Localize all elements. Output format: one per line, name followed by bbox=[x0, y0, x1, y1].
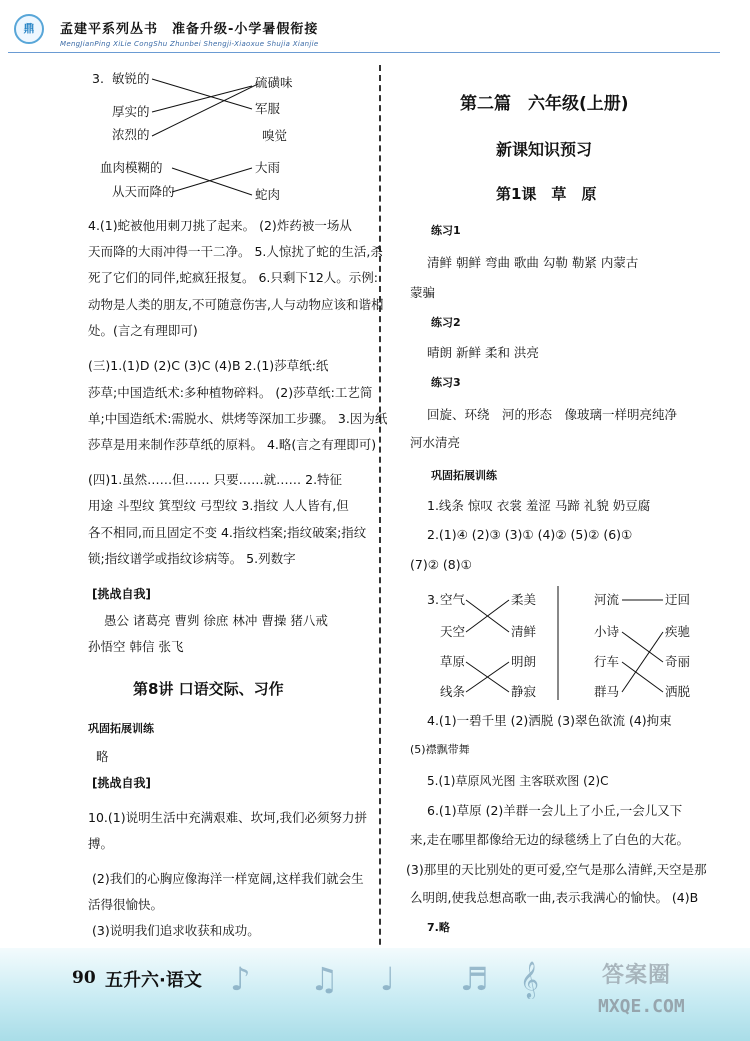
answer-line: 蒙骗 bbox=[410, 285, 436, 300]
answer-line: 4.(1)一碧千里 (2)洒脱 (3)翠色欲流 (4)拘束 bbox=[427, 713, 672, 728]
exercise-heading: 练习3 bbox=[431, 376, 461, 389]
answer-line: 死了它们的同伴,蛇疯狂报复。 6.只剩下12人。示例: bbox=[88, 270, 378, 285]
answer-line: 搏。 bbox=[88, 836, 114, 851]
answer-line: 来,走在哪里都像给无边的绿毯绣上了白色的大花。 bbox=[410, 832, 689, 847]
answer-line: (5)襟飘带舞 bbox=[410, 743, 470, 756]
music-note-icon: ♪ bbox=[230, 960, 251, 998]
section-heading: 巩固拓展训练 bbox=[431, 469, 497, 482]
answer-line: 锁;指纹谱学或指纹诊病等。 5.列数字 bbox=[88, 551, 296, 566]
q3-number: 3. bbox=[427, 592, 439, 607]
answer-line: 晴朗 新鲜 柔和 洪亮 bbox=[427, 345, 539, 360]
answer-line: 2.(1)④ (2)③ (3)① (4)② (5)② (6)① bbox=[427, 527, 633, 542]
match3-right-item: 蛇肉 bbox=[255, 187, 281, 202]
answer-line: 10.(1)说明生活中充满艰难、坎坷,我们必须努力拼 bbox=[88, 810, 368, 825]
q3-right-item: 柔美 bbox=[511, 592, 537, 607]
match3-right-item: 大雨 bbox=[255, 160, 281, 175]
q3-right-item: 奇丽 bbox=[665, 654, 691, 669]
answer-line: 河水清亮 bbox=[410, 435, 461, 450]
answer-line: 回旋、环绕 河的形态 像玻璃一样明亮纯净 bbox=[427, 407, 678, 422]
answer-line: 7.略 bbox=[427, 921, 450, 934]
challenge-heading: [挑战自我] bbox=[92, 587, 151, 601]
match3-left-item: 敏锐的 bbox=[112, 71, 150, 86]
answer-line: (三)1.(1)D (2)C (3)C (4)B 2.(1)莎草纸:纸 bbox=[88, 358, 329, 373]
answer-line: 天而降的大雨冲得一干二净。 5.人惊扰了蛇的生活,杀 bbox=[88, 244, 383, 259]
match3-right-item: 嗅觉 bbox=[262, 128, 288, 143]
music-note-icon: ♫ bbox=[310, 960, 339, 998]
match3-number: 3. bbox=[92, 71, 104, 86]
music-note-icon: 𝄞 bbox=[520, 960, 539, 998]
publisher-logo: 鼎 bbox=[14, 14, 44, 44]
q3-right-item: 明朗 bbox=[511, 654, 537, 669]
answer-line: 活得很愉快。 bbox=[88, 897, 164, 912]
q3-left-item: 行车 bbox=[594, 654, 620, 669]
q3-left-item: 空气 bbox=[440, 592, 466, 607]
section-heading: 巩固拓展训练 bbox=[88, 722, 154, 735]
answer-line: 用途 斗型纹 箕型纹 弓型纹 3.指纹 人人皆有,但 bbox=[88, 498, 349, 513]
q3-right-item: 迂回 bbox=[665, 592, 691, 607]
watermark-url: MXQE.COM bbox=[598, 996, 685, 1017]
q3-right-item: 清鲜 bbox=[511, 624, 537, 639]
answer-line: 么明朗,使我总想高歌一曲,表示我满心的愉快。 (4)B bbox=[410, 890, 699, 905]
match3-left-item: 从天而降的 bbox=[112, 184, 175, 199]
exercise-heading: 练习2 bbox=[431, 316, 461, 329]
series-pinyin-subtitle: MengJianPing XiLie CongShu Zhunbei Shengji-Xiaoxue Shujia Xianjie bbox=[60, 40, 319, 48]
q3-right-item: 洒脱 bbox=[665, 684, 691, 699]
music-note-icon: ♬ bbox=[460, 960, 489, 998]
exercise-heading: 练习1 bbox=[431, 224, 461, 237]
match3-right-item: 硫磺味 bbox=[255, 75, 293, 90]
book-title: 五升六·语文 bbox=[105, 970, 202, 991]
part-title: 第二篇 六年级(上册) bbox=[460, 94, 629, 114]
lesson1-title: 第1课 草 原 bbox=[496, 185, 597, 203]
challenge-heading: [挑战自我] bbox=[92, 776, 151, 790]
answer-line: 1.线条 惊叹 衣裳 羞涩 马蹄 礼貌 奶豆腐 bbox=[427, 498, 651, 513]
series-title: 孟建平系列丛书 准备升级-小学暑假衔接 bbox=[60, 22, 319, 37]
answer-line: (3)说明我们追求收获和成功。 bbox=[92, 923, 260, 938]
q3-left-item: 小诗 bbox=[594, 624, 620, 639]
q3-left-item: 群马 bbox=[594, 684, 620, 699]
watermark-logo: 答案圈 bbox=[602, 963, 672, 988]
answer-line: (2)我们的心胸应像海洋一样宽阔,这样我们就会生 bbox=[92, 871, 364, 886]
match3-left-item: 血肉模糊的 bbox=[100, 160, 163, 175]
q3-left-item: 草原 bbox=[440, 654, 466, 669]
answer-line: 4.(1)蛇被他用刺刀挑了起来。 (2)炸药被一场从 bbox=[88, 218, 352, 233]
match3-left-item: 浓烈的 bbox=[112, 127, 150, 142]
answer-line: 略 bbox=[96, 749, 109, 764]
q3-right-item: 静寂 bbox=[511, 684, 537, 699]
answer-line: 清鲜 朝鲜 弯曲 歌曲 勾勒 勒紧 内蒙古 bbox=[427, 255, 639, 270]
music-note-icon: ♩ bbox=[380, 960, 396, 998]
lesson8-title: 第8讲 口语交际、习作 bbox=[133, 680, 284, 698]
answer-line: 孙悟空 韩信 张飞 bbox=[88, 639, 184, 654]
match3-left-item: 厚实的 bbox=[112, 104, 150, 119]
answer-line: 各不相同,而且固定不变 4.指纹档案;指纹破案;指纹 bbox=[88, 525, 367, 540]
answer-line: 单;中国造纸术:需脱水、烘烤等深加工步骤。 3.因为纸 bbox=[88, 411, 388, 426]
answer-line: 处。(言之有理即可) bbox=[88, 323, 198, 338]
match3-right-item: 军服 bbox=[255, 101, 281, 116]
q3-left-item: 线条 bbox=[440, 684, 466, 699]
q3-left-item: 天空 bbox=[440, 624, 466, 639]
answer-line: 5.(1)草原风光图 主客联欢图 (2)C bbox=[427, 774, 609, 788]
answer-line: 6.(1)草原 (2)羊群一会儿上了小丘,一会儿又下 bbox=[427, 803, 683, 818]
preview-title: 新课知识预习 bbox=[496, 140, 593, 159]
page-number: 90 bbox=[72, 968, 96, 988]
q3-right-item: 疾驰 bbox=[665, 624, 691, 639]
answer-line: (四)1.虽然……但…… 只要……就…… 2.特征 bbox=[88, 472, 343, 487]
answer-line: (3)那里的天比别处的更可爱,空气是那么清鲜,天空是那 bbox=[406, 862, 707, 877]
q3-left-item: 河流 bbox=[594, 592, 620, 607]
answer-line: 动物是人类的朋友,不可随意伤害,人与动物应该和谐相 bbox=[88, 297, 384, 312]
answer-line: 莎草是用来制作莎草纸的原料。 4.略(言之有理即可) bbox=[88, 437, 377, 452]
answer-line: 愚公 诸葛亮 曹刿 徐庶 林冲 曹操 猪八戒 bbox=[104, 613, 328, 628]
answer-line: (7)② (8)① bbox=[410, 557, 472, 572]
answer-line: 莎草;中国造纸术:多种植物碎料。 (2)莎草纸:工艺简 bbox=[88, 385, 373, 400]
